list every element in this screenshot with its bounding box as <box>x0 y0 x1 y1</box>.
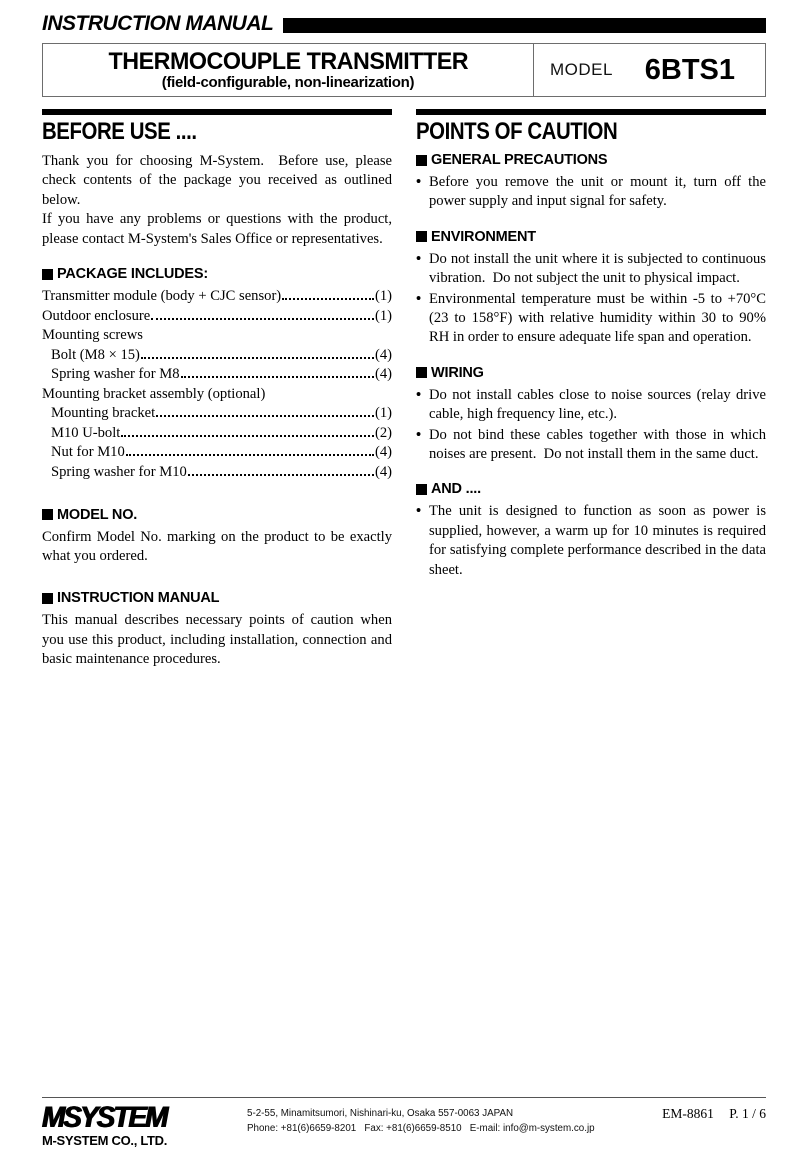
package-item-label: M10 U-bolt <box>51 424 121 441</box>
square-marker-icon <box>416 484 427 495</box>
right-column-bar <box>416 109 766 115</box>
before-use-heading: BEFORE USE .... <box>42 118 197 145</box>
and-label: AND .... <box>431 481 481 498</box>
package-item <box>42 424 392 444</box>
bullet-icon <box>416 250 429 289</box>
dot-leader <box>121 435 374 437</box>
package-item <box>42 346 392 366</box>
intro-paragraph-2: If you have any problems or questions with the product, please contact M-System's Sales Office or representatives. <box>42 211 392 247</box>
header-black-bar <box>283 18 766 33</box>
square-marker-icon <box>42 509 53 520</box>
caution-bullet <box>416 290 766 348</box>
model-no-label: MODEL NO. <box>57 506 138 523</box>
caution-text: Environmental temperature must be within -5 to +70°C (23 to 158°F) with relative humidity within 30 to 90% RH in order to ensure adequate life span and operation. <box>429 290 766 346</box>
caution-bullet <box>416 173 766 212</box>
intro-paragraph-1: Thank you for choosing M-System. Before use, please check contents of the package you received as outlined below. <box>42 153 392 208</box>
title-main <box>43 44 534 96</box>
package-item-label: Spring washer for M8 <box>51 366 180 383</box>
bullet-icon <box>416 290 429 348</box>
square-marker-icon <box>416 155 427 166</box>
dot-leader <box>126 454 374 456</box>
and-heading <box>416 481 766 497</box>
bullet-icon <box>416 173 429 212</box>
package-item-count: (4) <box>374 444 392 461</box>
product-title: THERMOCOUPLE TRANSMITTER <box>108 47 468 75</box>
package-item-label: Outdoor enclosure <box>42 307 151 324</box>
left-column-bar <box>42 109 392 115</box>
company-name: M-SYSTEM CO., LTD. <box>42 1133 168 1148</box>
caution-bullet <box>416 386 766 425</box>
caution-text: Do not bind these cables together with those in which noises are present. Do not install them in the same duct. <box>429 426 766 463</box>
doc-number: EM-8861 <box>662 1106 714 1121</box>
left-column <box>42 109 392 670</box>
doc-type-row <box>42 12 766 36</box>
dot-leader <box>156 415 374 417</box>
logo-wordmark: MSYSTEM <box>42 1100 167 1134</box>
environment-label: ENVIRONMENT <box>431 228 536 245</box>
package-item-label: Nut for M10 <box>51 444 125 461</box>
model-label: MODEL <box>549 60 613 79</box>
doc-type-label: INSTRUCTION MANUAL <box>42 12 274 35</box>
package-item-count: (4) <box>374 366 392 383</box>
dot-leader <box>282 298 374 300</box>
bullet-icon <box>416 386 429 425</box>
package-list <box>42 287 392 482</box>
product-subtitle: (field-configurable, non-linearization) <box>161 73 415 91</box>
package-item-label: Spring washer for M10 <box>51 463 187 480</box>
package-item-count: (1) <box>374 288 392 305</box>
package-item-count: (4) <box>374 346 392 363</box>
general-precautions-heading <box>416 152 766 168</box>
package-item-count: (4) <box>374 463 392 480</box>
page-footer <box>42 1097 766 1148</box>
caution-bullet <box>416 502 766 580</box>
title-box <box>42 43 766 97</box>
dot-leader <box>181 376 374 378</box>
package-item-label: Mounting bracket <box>51 405 156 422</box>
caution-text: Do not install the unit where it is subjected to continuous vibration. Do not subject the unit to physical impact. <box>429 250 766 287</box>
model-no-body: Confirm Model No. marking on the product to be exactly what you ordered. <box>42 528 392 564</box>
bullet-icon <box>416 426 429 465</box>
package-item <box>42 463 392 483</box>
caution-bullet <box>416 426 766 465</box>
environment-heading <box>416 229 766 245</box>
instruction-manual-body: This manual describes necessary points of caution when you use this product, including installation, connection and basic maintenance procedures. <box>42 612 392 668</box>
wiring-heading <box>416 365 766 381</box>
company-contact-info <box>247 1103 662 1136</box>
package-item <box>42 287 392 307</box>
general-precautions-label: GENERAL PRECAUTIONS <box>431 152 608 168</box>
package-item <box>42 307 392 327</box>
package-group-label: Mounting bracket assembly (optional) <box>42 385 266 402</box>
company-logo <box>42 1100 247 1148</box>
content-columns <box>42 109 766 670</box>
instruction-manual-label: INSTRUCTION MANUAL <box>57 590 220 607</box>
dot-leader <box>151 318 374 320</box>
right-column <box>416 109 766 670</box>
square-marker-icon <box>42 269 53 280</box>
package-group-label: Mounting screws <box>42 327 143 344</box>
package-item-count: (1) <box>374 307 392 324</box>
caution-text: Do not install cables close to noise sources (relay drive cable, high frequency line, etc.). <box>429 386 766 423</box>
package-includes-label: PACKAGE INCLUDES: <box>57 266 209 283</box>
dot-leader <box>188 474 374 476</box>
package-includes-heading <box>42 266 392 282</box>
model-no-heading <box>42 507 392 523</box>
instruction-manual-heading <box>42 590 392 606</box>
caution-text: Before you remove the unit or mount it, turn off the power supply and input signal for safety. <box>429 174 766 210</box>
package-item-label: Transmitter module (body + CJC sensor) <box>42 288 282 305</box>
model-value: 6BTS1 <box>644 53 736 86</box>
square-marker-icon <box>42 593 53 604</box>
caution-bullet <box>416 250 766 289</box>
package-item <box>42 443 392 463</box>
bullet-icon <box>416 502 429 580</box>
package-item-label: Bolt (M8 × 15) <box>51 346 140 363</box>
caution-text: The unit is designed to function as soon as power is supplied, however, a warm up for 10 minutes is required for satisfying complete performance described in the data sheet. <box>429 503 766 578</box>
dot-leader <box>141 357 374 359</box>
package-item-count: (2) <box>374 424 392 441</box>
document-number <box>662 1103 766 1122</box>
square-marker-icon <box>416 367 427 378</box>
package-item <box>42 404 392 424</box>
package-item-count: (1) <box>374 405 392 422</box>
wiring-label: WIRING <box>431 364 484 381</box>
model-cell <box>534 44 765 96</box>
package-item <box>42 365 392 385</box>
square-marker-icon <box>416 231 427 242</box>
points-of-caution-heading: POINTS OF CAUTION <box>416 118 618 145</box>
company-address: 5-2-55, Minamitsumori, Nishinari-ku, Osaka 557-0063 JAPAN <box>247 1108 514 1119</box>
company-phone-fax-email: Phone: +81(6)6659-8201 Fax: +81(6)6659-8510 E-mail: info@m-system.co.jp <box>247 1123 595 1135</box>
page-number: P. 1 / 6 <box>729 1106 766 1121</box>
